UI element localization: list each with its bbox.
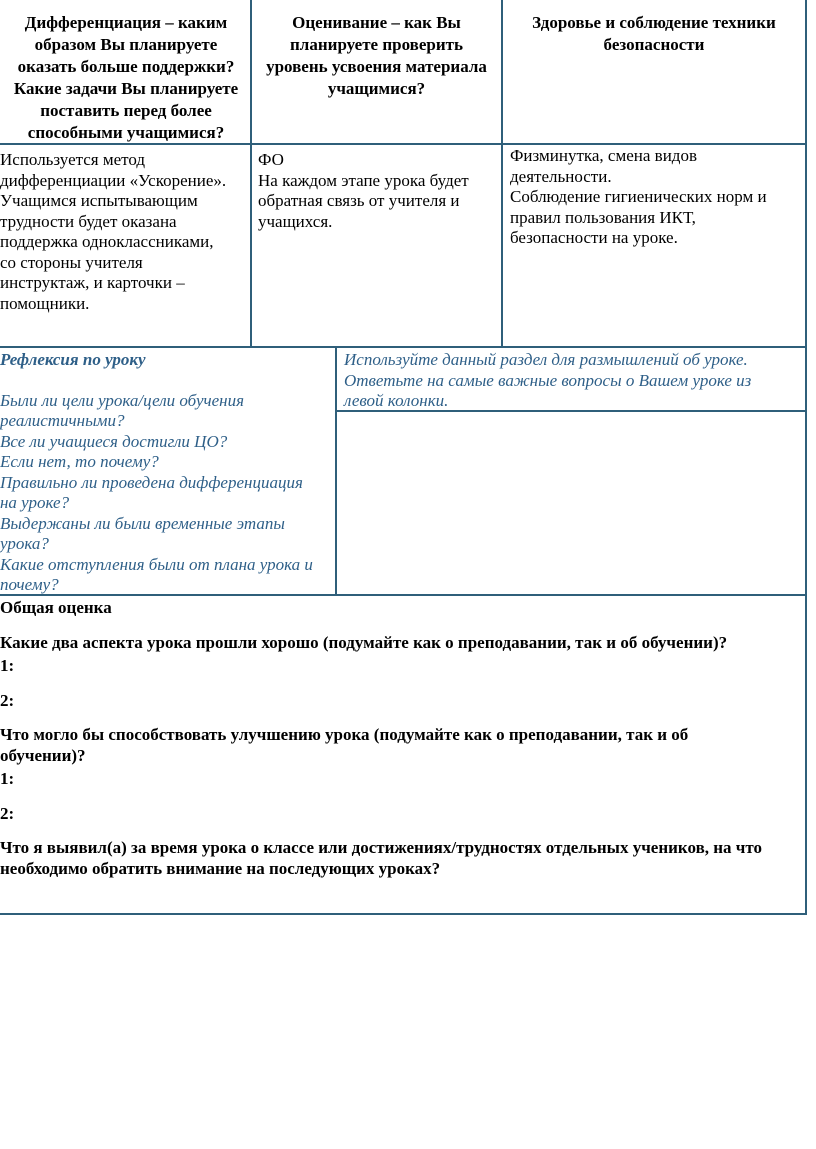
- table-border-right: [805, 0, 807, 915]
- spacer: [0, 619, 805, 633]
- differentiation-content: [0, 150, 250, 314]
- reflection-hint: [344, 350, 804, 412]
- reflection-title: Рефлексия по уроку: [0, 350, 146, 369]
- hint-line: Используйте данный раздел для размышлений об уроке.: [344, 350, 748, 369]
- text-line: учащихся.: [258, 211, 333, 231]
- summary-answer-label: 1:: [0, 769, 15, 788]
- text-line: дифференциации «Ускорение».: [0, 170, 227, 190]
- header-line: Здоровье и соблюдение техники: [532, 13, 776, 32]
- header-line: Оценивание – как Вы: [292, 13, 461, 32]
- summary-question: Что могло бы способствовать улучшению урока (подумайте как о преподавании, так и об: [0, 725, 689, 744]
- text-line: поддержка одноклассниками,: [0, 232, 214, 251]
- summary-question: обучении)?: [0, 745, 86, 765]
- text-line: Соблюдение гигиенических норм и: [510, 187, 767, 206]
- spacer: [0, 790, 805, 804]
- hint-line: Ответьте на самые важные вопросы о Вашем уроке из: [344, 370, 752, 390]
- text-line: Учащимся испытывающим: [0, 191, 198, 210]
- header-line: безопасности: [603, 35, 705, 54]
- text-line: Используется метод: [0, 150, 146, 169]
- summary-title: Общая оценка: [0, 598, 112, 617]
- header-assessment: [252, 12, 501, 100]
- reflection-questions: [0, 350, 335, 596]
- summary-question: необходимо обратить внимание на последующих уроках?: [0, 858, 441, 878]
- reflection-question-line: урока?: [0, 534, 49, 553]
- text-line: инструктаж, и карточки –: [0, 273, 185, 292]
- reflection-question-line: реалистичными?: [0, 411, 125, 430]
- header-line: уровень усвоения материала: [266, 57, 487, 76]
- summary-answer-label: 2:: [0, 690, 15, 710]
- header-line: образом Вы планируете: [34, 35, 218, 54]
- reflection-answer-area[interactable]: [337, 412, 805, 594]
- text-line: безопасности на уроке.: [510, 228, 678, 247]
- spacer: [0, 677, 805, 691]
- spacer: [0, 711, 805, 725]
- text-line: деятельности.: [510, 166, 612, 186]
- header-line: поставить перед более: [40, 101, 212, 120]
- text-line: Физминутка, смена видов: [510, 146, 697, 165]
- text-line: На каждом этапе урока будет: [258, 170, 469, 190]
- header-line: способными учащимися?: [27, 123, 225, 142]
- header-line: Какие задачи Вы планируете: [13, 79, 239, 98]
- text-line: обратная связь от учителя и: [258, 191, 460, 210]
- hint-line: левой колонки.: [344, 391, 449, 410]
- health-safety-content: [510, 146, 805, 249]
- reflection-question-line: Правильно ли проведена дифференциация: [0, 472, 303, 492]
- text-line: ФО: [258, 150, 284, 169]
- header-line: оказать больше поддержки?: [17, 57, 235, 76]
- summary-answer-label: 2:: [0, 803, 15, 823]
- reflection-question-line: Выдержаны ли были временные этапы: [0, 513, 285, 533]
- assessment-content: [258, 150, 501, 232]
- text-line: со стороны учителя: [0, 252, 143, 272]
- reflection-question-line: Были ли цели урока/цели обучения: [0, 390, 244, 410]
- table-border-row2: [0, 346, 807, 348]
- summary-answer-label: 1:: [0, 656, 15, 675]
- text-line: правил пользования ИКТ,: [510, 207, 696, 227]
- header-line: планируете проверить: [290, 35, 463, 54]
- reflection-question-line: Если нет, то почему?: [0, 452, 159, 471]
- header-health-safety: [503, 12, 805, 56]
- reflection-question-line: на уроке?: [0, 493, 70, 512]
- summary-question: Что я выявил(а) за время урока о классе или достижениях/трудностях отдельных учеников, на что: [0, 838, 763, 857]
- summary-question: Какие два аспекта урока прошли хорошо (подумайте как о преподавании, так и об обучении)?: [0, 632, 728, 652]
- header-differentiation: [0, 12, 252, 144]
- summary-section: [0, 598, 805, 879]
- text-line: помощники.: [0, 293, 90, 313]
- header-line: Дифференциация – каким: [24, 13, 228, 32]
- reflection-question-line: почему?: [0, 575, 59, 594]
- reflection-question-line: Какие отступления были от плана урока и: [0, 554, 313, 574]
- reflection-question-line: Все ли учащиеся достигли ЦО?: [0, 431, 228, 451]
- table-border-bottom: [0, 913, 807, 915]
- header-line: учащимися?: [327, 79, 426, 98]
- text-line: трудности будет оказана: [0, 211, 177, 231]
- spacer: [0, 371, 335, 391]
- spacer: [0, 824, 805, 838]
